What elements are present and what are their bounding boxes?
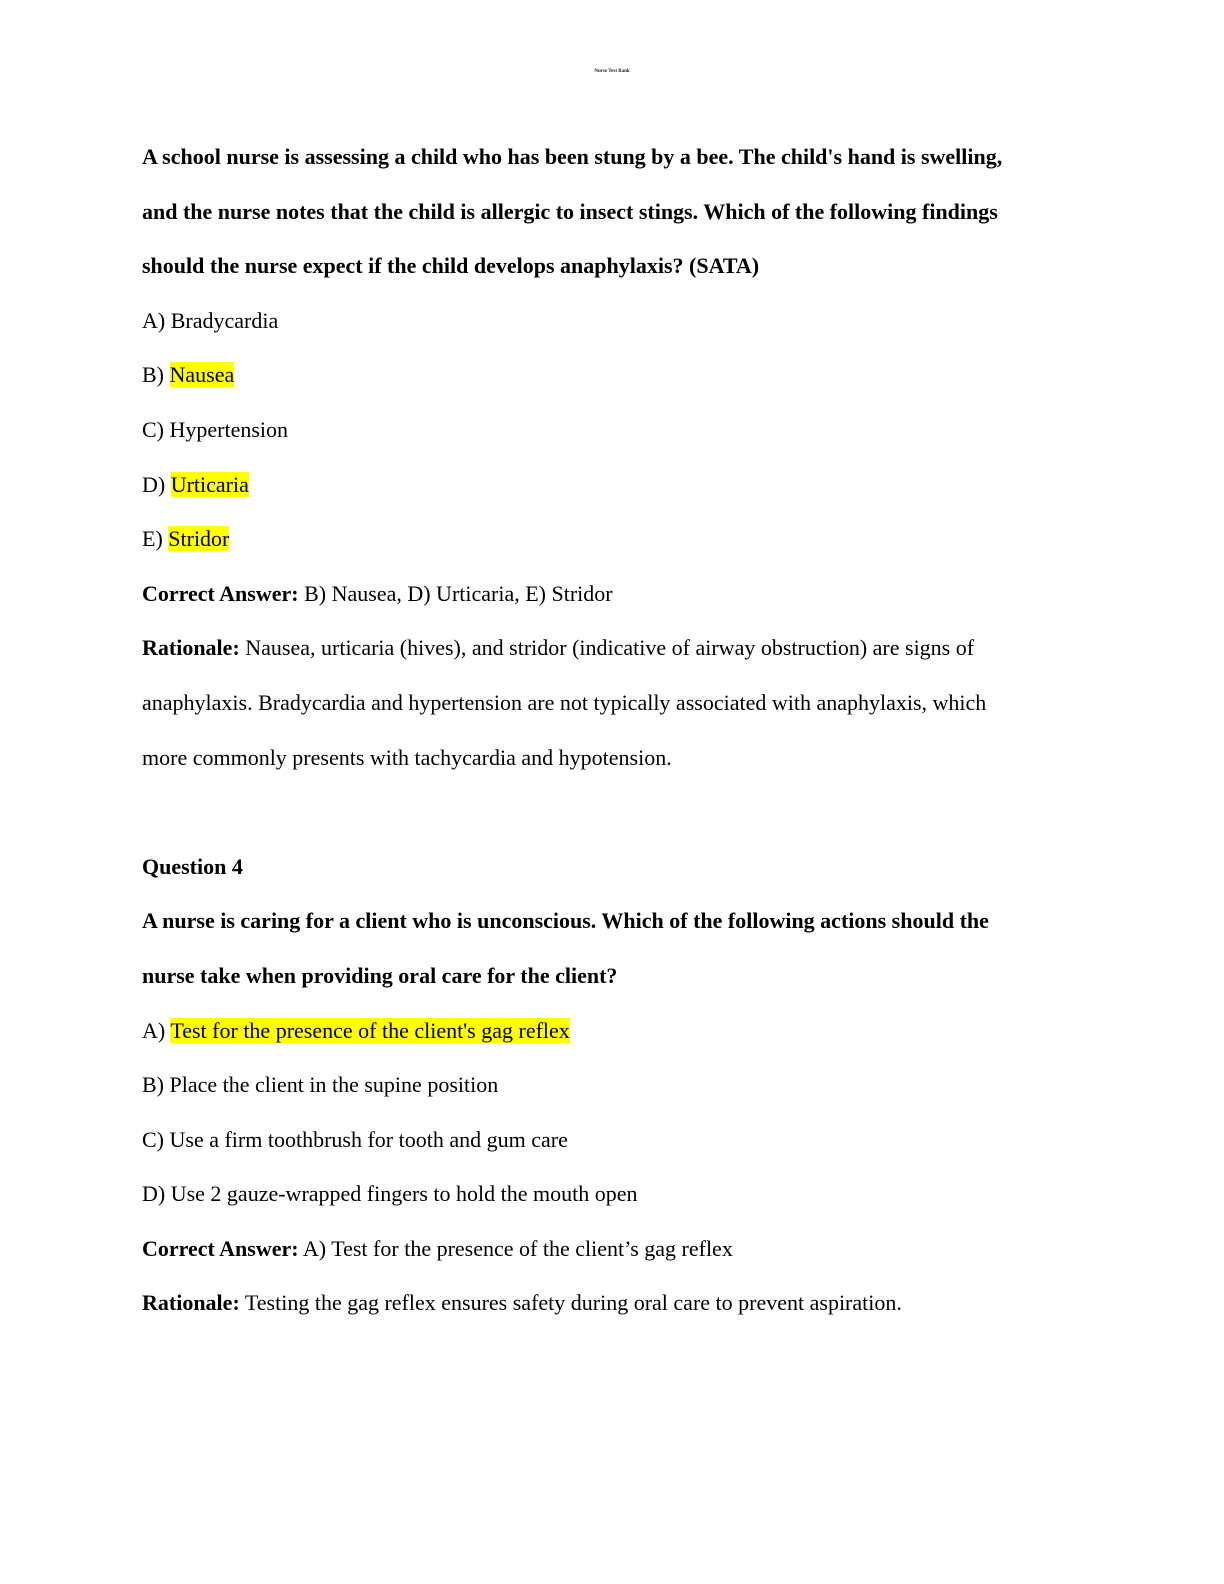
option-text-highlighted: Test for the presence of the client's gag reflex: [170, 1017, 570, 1043]
option-text: Hypertension: [169, 416, 289, 442]
q3-stem-line-3: should the nurse expect if the child develops anaphylaxis? (SATA): [142, 253, 760, 279]
option-text-highlighted: Urticaria: [170, 471, 249, 497]
rationale-text: Nausea, urticaria (hives), and stridor (indicative of airway obstruction) are signs of: [245, 635, 975, 661]
q4-option-b: [142, 1058, 1082, 1113]
option-letter: C): [142, 1126, 164, 1152]
option-letter: D): [142, 1181, 166, 1207]
rationale-label: Rationale:: [142, 635, 240, 661]
option-letter: D): [142, 471, 166, 497]
option-text: Use a firm toothbrush for tooth and gum care: [169, 1126, 568, 1152]
option-text: Place the client in the supine position: [169, 1072, 499, 1098]
q3-option-b: [142, 348, 1082, 403]
q4-option-d: [142, 1167, 1082, 1222]
option-letter: C): [142, 416, 164, 442]
q3-stem-line-2: and the nurse notes that the child is allergic to insect stings. Which of the following findings: [142, 198, 998, 224]
option-letter: B): [142, 362, 164, 388]
document-page: [142, 130, 1082, 1331]
q3-correct-answer: [142, 567, 1082, 622]
q3-option-a: [142, 294, 1082, 349]
q3-rationale-line-3: more commonly presents with tachycardia and hypotension.: [142, 744, 672, 770]
section-gap: [142, 785, 1082, 840]
q3-option-c: [142, 403, 1082, 458]
rationale-label: Rationale:: [142, 1290, 240, 1316]
option-letter: B): [142, 1072, 164, 1098]
answer-text: A) Test for the presence of the client’s gag reflex: [302, 1235, 733, 1261]
option-text: Bradycardia: [170, 307, 279, 333]
answer-text: B) Nausea, D) Urticaria, E) Stridor: [304, 580, 613, 606]
option-letter: A): [142, 307, 166, 333]
answer-label: Correct Answer:: [142, 1235, 299, 1261]
q4-stem-line-1: A nurse is caring for a client who is unconscious. Which of the following actions should the: [142, 908, 989, 934]
option-text-highlighted: Nausea: [169, 362, 235, 388]
q3-rationale-line-2: anaphylaxis. Bradycardia and hypertension are not typically associated with anaphylaxis, which: [142, 689, 987, 715]
rationale-text: Testing the gag reflex ensures safety during oral care to prevent aspiration.: [244, 1290, 902, 1316]
option-text-highlighted: Stridor: [168, 526, 230, 552]
q4-option-c: [142, 1113, 1082, 1168]
option-letter: E): [142, 526, 163, 552]
q4-correct-answer: [142, 1222, 1082, 1277]
q3-stem-line-1: A school nurse is assessing a child who has been stung by a bee. The child's hand is swelling,: [142, 144, 1003, 169]
q3-rationale-line-1: [142, 621, 1082, 676]
option-text: Use 2 gauze-wrapped fingers to hold the mouth open: [170, 1181, 638, 1207]
q4-heading: Question 4: [142, 853, 243, 879]
header-watermark: Nurse Test Bank: [594, 69, 630, 74]
q4-stem-line-2: nurse take when providing oral care for the client?: [142, 962, 618, 988]
answer-label: Correct Answer:: [142, 580, 299, 606]
q4-rationale: [142, 1276, 1082, 1331]
q3-option-e: [142, 512, 1082, 567]
q4-option-a: [142, 1004, 1082, 1059]
option-letter: A): [142, 1017, 166, 1043]
q3-option-d: [142, 458, 1082, 513]
